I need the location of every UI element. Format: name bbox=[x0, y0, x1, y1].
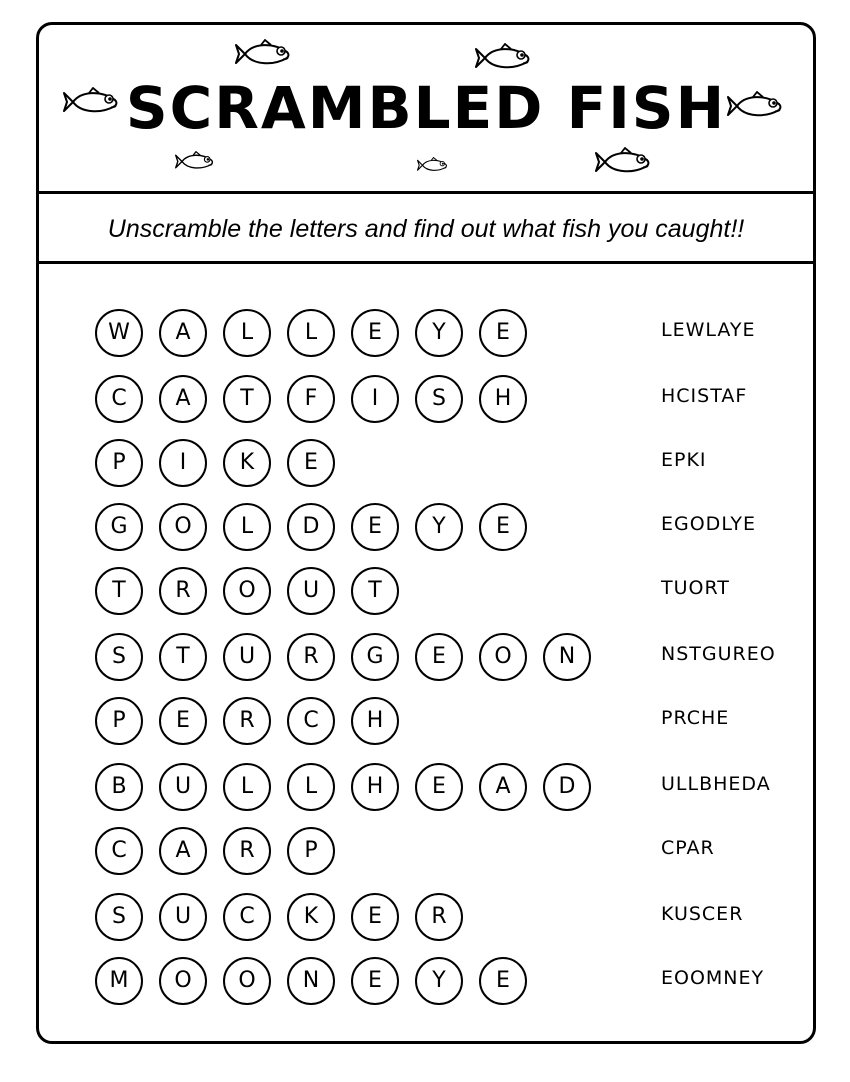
answer-letter-circle[interactable]: O bbox=[159, 957, 207, 1005]
scrambled-word: NSTGUREO bbox=[661, 643, 776, 665]
answer-letter-circle[interactable]: E bbox=[351, 957, 399, 1005]
answer-letter-circle[interactable]: L bbox=[223, 309, 271, 357]
scrambled-word: EOOMNEY bbox=[661, 967, 765, 989]
answer-letter-circle[interactable]: M bbox=[95, 957, 143, 1005]
answer-letter-circle[interactable]: O bbox=[479, 633, 527, 681]
answer-letter-circle[interactable]: K bbox=[287, 893, 335, 941]
answer-letter-circle[interactable]: U bbox=[159, 893, 207, 941]
answer-letter-circle[interactable]: P bbox=[95, 439, 143, 487]
instructions-text: Unscramble the letters and find out what fish you caught!! bbox=[107, 215, 745, 243]
scrambled-word: KUSCER bbox=[661, 903, 744, 925]
answer-letter-circle[interactable]: H bbox=[351, 697, 399, 745]
word-row bbox=[95, 697, 795, 745]
fish-icon bbox=[475, 43, 537, 73]
answer-letter-circle[interactable]: E bbox=[351, 893, 399, 941]
word-row bbox=[95, 763, 795, 811]
answer-letter-circle[interactable]: L bbox=[287, 309, 335, 357]
answer-letter-circle[interactable]: W bbox=[95, 309, 143, 357]
answer-letter-circle[interactable]: R bbox=[223, 827, 271, 875]
word-row bbox=[95, 503, 795, 551]
word-row bbox=[95, 375, 795, 423]
answer-letter-circle[interactable]: R bbox=[223, 697, 271, 745]
answer-letter-circle[interactable]: C bbox=[223, 893, 271, 941]
answer-letter-circle[interactable]: S bbox=[415, 375, 463, 423]
answer-letter-circle[interactable]: G bbox=[351, 633, 399, 681]
answer-letter-circle[interactable]: L bbox=[223, 763, 271, 811]
answer-letter-circle[interactable]: L bbox=[223, 503, 271, 551]
instructions-divider bbox=[39, 261, 813, 264]
answer-letter-circle[interactable]: C bbox=[95, 375, 143, 423]
answer-letter-circle[interactable]: H bbox=[351, 763, 399, 811]
answer-letter-circle[interactable]: T bbox=[223, 375, 271, 423]
answer-letter-circle[interactable]: E bbox=[351, 503, 399, 551]
fish-icon bbox=[175, 151, 218, 172]
word-row bbox=[95, 827, 795, 875]
answer-letter-circle[interactable]: Y bbox=[415, 309, 463, 357]
answer-letter-circle[interactable]: E bbox=[287, 439, 335, 487]
answer-letter-circle[interactable]: R bbox=[287, 633, 335, 681]
answer-letter-circle[interactable]: C bbox=[95, 827, 143, 875]
answer-letter-circle[interactable]: H bbox=[479, 375, 527, 423]
answer-letter-circle[interactable]: L bbox=[287, 763, 335, 811]
answer-letter-circle[interactable]: S bbox=[95, 893, 143, 941]
scrambled-word: EGODLYE bbox=[661, 513, 756, 535]
header-divider bbox=[39, 191, 813, 194]
answer-letter-circle[interactable]: A bbox=[159, 375, 207, 423]
answer-letter-circle[interactable]: D bbox=[287, 503, 335, 551]
fish-icon bbox=[417, 157, 451, 174]
answer-letter-circle[interactable]: D bbox=[543, 763, 591, 811]
fish-icon bbox=[235, 39, 297, 69]
answer-letter-circle[interactable]: O bbox=[223, 957, 271, 1005]
answer-letter-circle[interactable]: S bbox=[95, 633, 143, 681]
word-row bbox=[95, 893, 795, 941]
answer-letter-circle[interactable]: E bbox=[415, 763, 463, 811]
answer-letter-circle[interactable]: I bbox=[351, 375, 399, 423]
page-title: SCRAMBLED FISH bbox=[125, 74, 727, 142]
answer-letter-circle[interactable]: Y bbox=[415, 503, 463, 551]
answer-letter-circle[interactable]: C bbox=[287, 697, 335, 745]
answer-letter-circle[interactable]: U bbox=[287, 567, 335, 615]
scrambled-word: LEWLAYE bbox=[661, 319, 756, 341]
answer-letter-circle[interactable]: P bbox=[95, 697, 143, 745]
answer-letter-circle[interactable]: E bbox=[351, 309, 399, 357]
answer-letter-circle[interactable]: G bbox=[95, 503, 143, 551]
answer-letter-circle[interactable]: E bbox=[415, 633, 463, 681]
answer-letter-circle[interactable]: E bbox=[479, 503, 527, 551]
answer-letter-circle[interactable]: E bbox=[479, 957, 527, 1005]
answer-letter-circle[interactable]: I bbox=[159, 439, 207, 487]
scrambled-word: CPAR bbox=[661, 837, 715, 859]
answer-letter-circle[interactable]: O bbox=[223, 567, 271, 615]
answer-letter-circle[interactable]: Y bbox=[415, 957, 463, 1005]
answer-letter-circle[interactable]: A bbox=[479, 763, 527, 811]
answer-letter-circle[interactable]: F bbox=[287, 375, 335, 423]
answer-letter-circle[interactable]: A bbox=[159, 309, 207, 357]
word-row bbox=[95, 439, 795, 487]
word-row bbox=[95, 567, 795, 615]
answer-letter-circle[interactable]: R bbox=[415, 893, 463, 941]
answer-letter-circle[interactable]: O bbox=[159, 503, 207, 551]
answer-letter-circle[interactable]: E bbox=[479, 309, 527, 357]
answer-letter-circle[interactable]: U bbox=[159, 763, 207, 811]
word-row bbox=[95, 957, 795, 1005]
answer-letter-circle[interactable]: R bbox=[159, 567, 207, 615]
scrambled-word: EPKI bbox=[661, 449, 707, 471]
word-row bbox=[95, 309, 795, 357]
answer-letter-circle[interactable]: B bbox=[95, 763, 143, 811]
answer-letter-circle[interactable]: T bbox=[95, 567, 143, 615]
worksheet bbox=[36, 22, 816, 1044]
answer-letter-circle[interactable]: A bbox=[159, 827, 207, 875]
scrambled-word: TUORT bbox=[661, 577, 730, 599]
word-row bbox=[95, 633, 795, 681]
answer-letter-circle[interactable]: T bbox=[351, 567, 399, 615]
scrambled-word: HCISTAF bbox=[661, 385, 748, 407]
scrambled-word: PRCHE bbox=[661, 707, 730, 729]
answer-letter-circle[interactable]: P bbox=[287, 827, 335, 875]
answer-letter-circle[interactable]: E bbox=[159, 697, 207, 745]
fish-icon bbox=[595, 147, 657, 177]
answer-letter-circle[interactable]: N bbox=[543, 633, 591, 681]
scrambled-word: ULLBHEDA bbox=[661, 773, 771, 795]
answer-letter-circle[interactable]: T bbox=[159, 633, 207, 681]
answer-letter-circle[interactable]: K bbox=[223, 439, 271, 487]
answer-letter-circle[interactable]: U bbox=[223, 633, 271, 681]
answer-letter-circle[interactable]: N bbox=[287, 957, 335, 1005]
